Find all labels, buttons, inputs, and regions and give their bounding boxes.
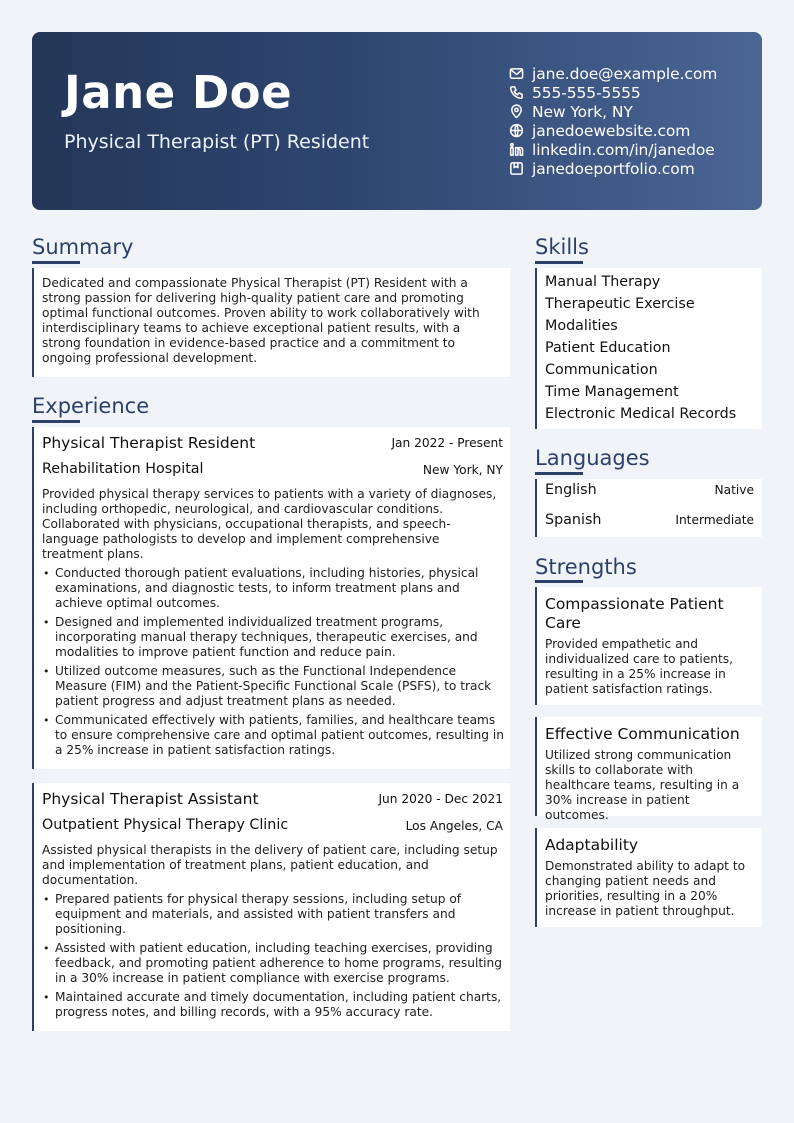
language-row — [545, 482, 754, 498]
contact-location-text: New York, NY — [532, 102, 633, 121]
contact-portfolio[interactable] — [508, 159, 758, 178]
job-description: Assisted physical therapists in the delivery of patient care, including setup and implementation of treatment plans, patient education, and documentation. — [42, 843, 498, 887]
skill-item: Therapeutic Exercise — [545, 296, 695, 312]
contact-location — [508, 102, 758, 121]
summary-card — [32, 268, 510, 377]
candidate-role: Physical Therapist (PT) Resident — [64, 131, 370, 153]
contact-email[interactable] — [508, 64, 758, 83]
experience-item — [32, 783, 510, 1031]
strengths-underline — [535, 580, 583, 583]
skills-card — [535, 268, 762, 429]
job-dates: Jun 2020 - Dec 2021 — [378, 792, 503, 806]
job-description: Provided physical therapy services to patients with a variety of diagnoses, including orthopedic, neurological, and cardiovascular conditions. Collaborated with physicians, occupational therapists, and speech-language pathologists to develop and implement comprehensive treatment plans. — [42, 487, 497, 561]
strength-card — [535, 717, 762, 822]
linkedin-icon — [508, 142, 524, 158]
job-bullets — [42, 892, 504, 1024]
experience-heading: Experience — [32, 394, 150, 418]
strength-description: Provided empathetic and individualized care to patients, resulting in a 25% increase in patient satisfaction ratings. — [545, 637, 734, 696]
contact-linkedin-text: linkedin.com/in/janedoe — [532, 140, 715, 159]
contact-linkedin[interactable] — [508, 140, 758, 159]
skills-heading: Skills — [535, 235, 589, 259]
strengths-heading: Strengths — [535, 555, 637, 579]
strength-title: Adaptability — [545, 836, 639, 854]
skill-item: Patient Education — [545, 340, 671, 356]
languages-card — [535, 479, 762, 537]
job-location: New York, NY — [422, 463, 503, 477]
header-banner — [32, 32, 762, 210]
skill-item: Manual Therapy — [545, 274, 661, 290]
language-level: Native — [714, 483, 754, 497]
job-bullet: • Utilized outcome measures, such as the Functional Independence Measure (FIM) and the Patient-Specific Functional Scale (PSFS), to track patient progress and adjust treatment plans as needed. — [42, 664, 504, 709]
language-row — [545, 512, 754, 528]
experience-underline — [32, 420, 80, 423]
job-title: Physical Therapist Assistant — [42, 790, 259, 808]
job-location: Los Angeles, CA — [405, 819, 503, 833]
skills-list — [537, 268, 762, 425]
job-company: Rehabilitation Hospital — [42, 461, 204, 477]
email-icon — [508, 66, 524, 82]
job-dates: Jan 2022 - Present — [391, 436, 503, 450]
contact-list — [508, 64, 758, 178]
location-icon — [508, 104, 524, 120]
globe-icon — [508, 123, 524, 139]
strength-card — [535, 828, 762, 927]
contact-phone[interactable] — [508, 83, 758, 102]
language-level: Intermediate — [675, 513, 754, 527]
phone-icon — [508, 85, 524, 101]
summary-text: Dedicated and compassionate Physical Therapist (PT) Resident with a strong passion for delivering high-quality patient care and promoting optimal functional outcomes. Proven ability to work collaboratively with interdisciplinary teams to achieve exceptional patient results, with a strong foundation in evidence-based practice and a commitment to ongoing professional development. — [42, 276, 480, 365]
job-bullet: • Prepared patients for physical therapy sessions, including setup of equipment and materials, and assisted with patient transfers and positioning. — [42, 892, 504, 937]
skill-item: Electronic Medical Records — [545, 406, 737, 422]
contact-email-text: jane.doe@example.com — [532, 64, 718, 83]
languages-heading: Languages — [535, 446, 650, 470]
job-bullet: • Designed and implemented individualized treatment programs, incorporating manual therapy techniques, therapeutic exercises, and modalities to improve patient function and reduce pain. — [42, 615, 504, 660]
contact-portfolio-text: janedoeportfolio.com — [532, 159, 695, 178]
job-bullet: • Conducted thorough patient evaluations, including histories, physical examinations, and diagnostic tests, to inform treatment plans and achieve optimal outcomes. — [42, 566, 504, 611]
job-bullet: • Maintained accurate and timely documentation, including patient charts, progress notes, and billing records, with a 95% accuracy rate. — [42, 990, 504, 1020]
experience-item — [32, 427, 510, 769]
skill-item: Time Management — [545, 384, 679, 400]
job-title: Physical Therapist Resident — [42, 434, 256, 452]
languages-underline — [535, 472, 583, 475]
strength-title: Compassionate Patient Care — [545, 595, 724, 632]
skills-underline — [535, 261, 583, 264]
summary-heading: Summary — [32, 235, 134, 259]
strength-description: Demonstrated ability to adapt to changing patient needs and priorities, resulting in a 20% increase in patient throughput. — [545, 859, 746, 918]
summary-underline — [32, 261, 80, 264]
job-bullet: • Communicated effectively with patients, families, and healthcare teams to ensure comprehensive care and optimal patient outcomes, resulting in a 25% increase in patient satisfaction ratings. — [42, 713, 504, 758]
contact-phone-text: 555-555-5555 — [532, 83, 641, 102]
job-company: Outpatient Physical Therapy Clinic — [42, 817, 289, 833]
skill-item: Modalities — [545, 318, 618, 334]
candidate-name: Jane Doe — [64, 66, 293, 119]
job-bullets — [42, 566, 504, 762]
contact-website-text: janedoewebsite.com — [532, 121, 691, 140]
job-bullet: • Assisted with patient education, including teaching exercises, providing feedback, and promoting patient adherence to home programs, resulting in a 30% increase in patient compliance with exercise programs. — [42, 941, 504, 986]
strength-description: Utilized strong communication skills to collaborate with healthcare teams, resulting in a 30% increase in patient outcomes. — [545, 748, 740, 822]
language-name: English — [545, 482, 597, 498]
contact-website[interactable] — [508, 121, 758, 140]
portfolio-icon — [508, 161, 524, 177]
skill-item: Communication — [545, 362, 658, 378]
strength-title: Effective Communication — [545, 725, 740, 743]
language-name: Spanish — [545, 512, 602, 528]
strength-card — [535, 587, 762, 705]
